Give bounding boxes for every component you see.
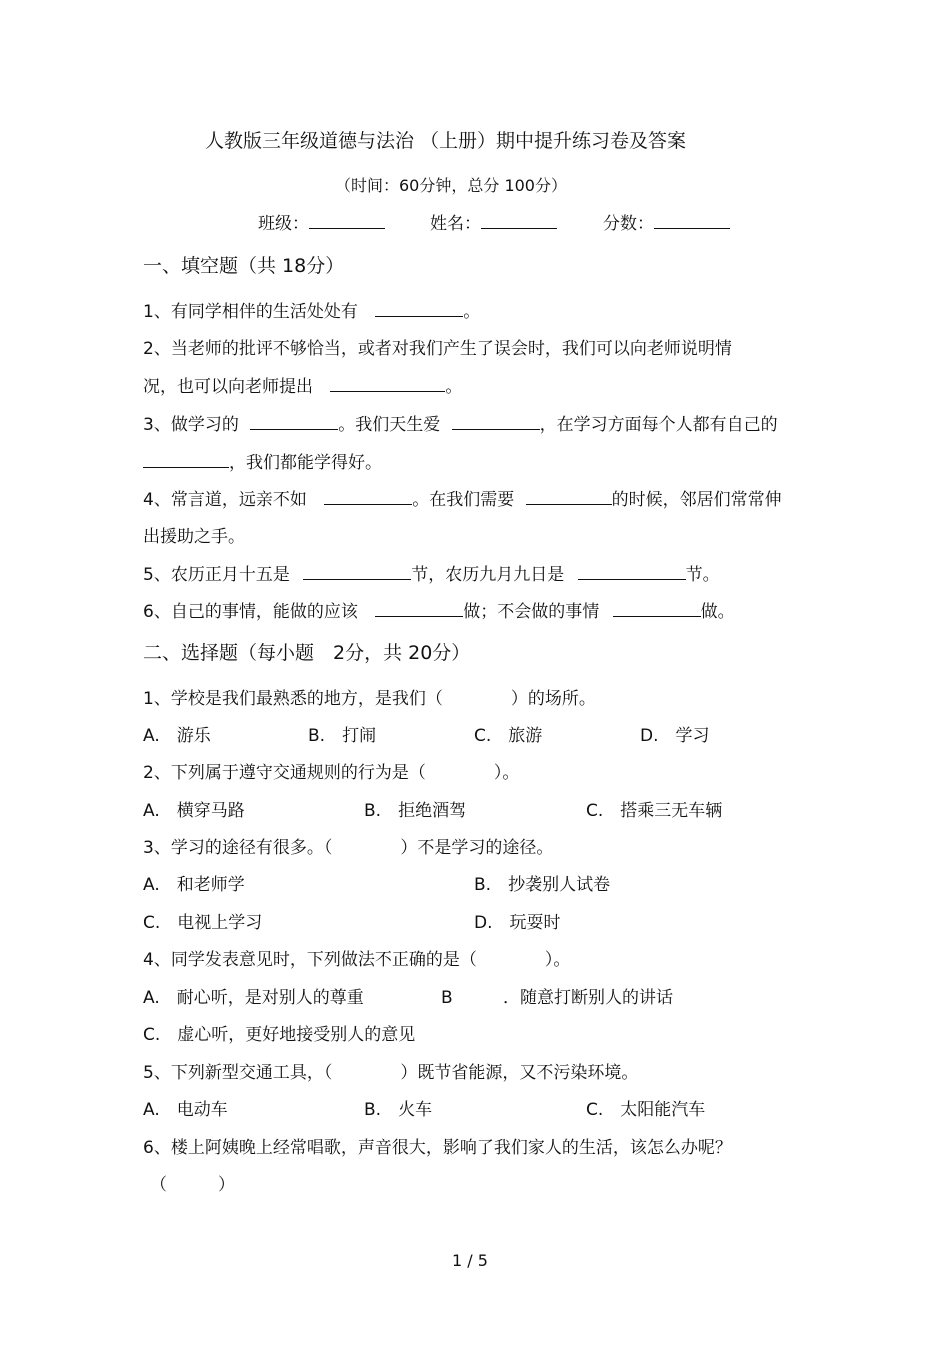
section-heading-fill-blank: 一、填空题（共 18分）: [143, 255, 345, 277]
option-a: A. 耐心听，是对别人的尊重: [143, 988, 364, 1008]
choice-question-3: 3、学习的途径有很多。（ ）不是学习的途径。: [143, 838, 554, 858]
fill-question-3-line1: [143, 413, 778, 436]
answer-blank: [375, 300, 463, 317]
choice-question-6: 6、楼上阿姨晚上经常唱歌，声音很大，影响了我们家人的生活，该怎么办呢？: [143, 1138, 732, 1158]
question-text: 3、做学习的: [143, 415, 239, 435]
choice-question-5: 5、下列新型交通工具，（ ）既节省能源，又不污染环境。: [143, 1063, 639, 1083]
question-text: 节。: [685, 565, 720, 585]
option-c: C. 旅游: [474, 726, 543, 746]
question-text: 4、常言道，远亲不如: [143, 490, 307, 510]
question-text: 。: [445, 377, 463, 397]
fill-question-3-line2: [143, 451, 382, 474]
question-text: ，在学习方面每个人都有自己的: [539, 415, 778, 435]
answer-blank: [250, 413, 338, 430]
question-text: 。我们天生爱: [338, 415, 441, 435]
fill-question-4-line1: [143, 488, 782, 511]
fill-question-6: [143, 600, 735, 623]
choice-question-1: 1、学校是我们最熟悉的地方，是我们（ ）的场所。: [143, 689, 596, 709]
option-b-letter: B: [441, 988, 453, 1008]
answer-blank: [526, 488, 612, 505]
name-blank: [481, 212, 557, 229]
class-field: [258, 212, 385, 235]
answer-blank: [330, 375, 445, 392]
question-text: 5、农历正月十五是: [143, 565, 290, 585]
answer-blank: [375, 600, 463, 617]
option-a: A. 横穿马路: [143, 801, 245, 821]
option-d: D. 学习: [640, 726, 710, 746]
option-b: B. 抄袭别人试卷: [474, 875, 611, 895]
class-label: 班级：: [258, 214, 309, 234]
option-c: C. 虚心听，更好地接受别人的意见: [143, 1025, 416, 1045]
fill-question-2-line2: [143, 375, 462, 398]
option-a: A. 和老师学: [143, 875, 245, 895]
question-text: 的时候，邻居们常常伸: [611, 490, 782, 510]
question-text: ，我们都能学得好。: [229, 453, 382, 473]
answer-blank: [452, 413, 540, 430]
class-blank: [309, 212, 385, 229]
page-number: 1 / 5: [452, 1251, 488, 1270]
section-heading-multiple-choice: 二、选择题（每小题 2分，共 20分）: [143, 642, 471, 664]
exam-info: （时间：60分钟，总分 100分）: [335, 176, 567, 195]
question-text: 1、有同学相伴的生活处处有: [143, 302, 358, 322]
answer-blank: [303, 563, 411, 580]
question-text: 。: [463, 302, 481, 322]
option-c: C. 电视上学习: [143, 913, 263, 933]
option-a: A. 电动车: [143, 1100, 228, 1120]
fill-question-1: [143, 300, 480, 323]
question-text: 做。: [700, 602, 735, 622]
question-text: 。在我们需要: [412, 490, 515, 510]
answer-parentheses: （ ）: [150, 1175, 235, 1195]
question-text: 6、自己的事情，能做的应该: [143, 602, 358, 622]
choice-question-4: 4、同学发表意见时，下列做法不正确的是（ ）。: [143, 950, 571, 970]
question-text: 节，农历九月九日是: [411, 565, 565, 585]
score-label: 分数：: [603, 214, 654, 234]
name-field: [430, 212, 557, 235]
answer-blank: [613, 600, 701, 617]
page-title: 人教版三年级道德与法治 （上册）期中提升练习卷及答案: [205, 130, 687, 152]
answer-blank: [143, 451, 229, 468]
choice-question-2: 2、下列属于遵守交通规则的行为是（ ）。: [143, 763, 520, 783]
option-a: A. 游乐: [143, 726, 211, 746]
answer-blank: [578, 563, 686, 580]
score-blank: [654, 212, 730, 229]
option-b: B. 拒绝酒驾: [364, 801, 467, 821]
name-label: 姓名：: [430, 214, 481, 234]
option-b: B. 火车: [364, 1100, 433, 1120]
fill-question-2-line1: 2、当老师的批评不够恰当，或者对我们产生了误会时，我们可以向老师说明情: [143, 339, 732, 359]
fill-question-4-line2: 出援助之手。: [143, 527, 245, 547]
option-b: ．随意打断别人的讲话: [503, 988, 673, 1008]
score-field: [603, 212, 730, 235]
answer-blank: [324, 488, 412, 505]
fill-question-5: [143, 563, 720, 586]
option-c: C. 搭乘三无车辆: [586, 801, 723, 821]
option-d: D. 玩耍时: [474, 913, 561, 933]
option-b: B. 打闹: [308, 726, 377, 746]
question-text: 做；不会做的事情: [463, 602, 600, 622]
option-c: C. 太阳能汽车: [586, 1100, 706, 1120]
question-text: 况，也可以向老师提出: [143, 377, 313, 397]
